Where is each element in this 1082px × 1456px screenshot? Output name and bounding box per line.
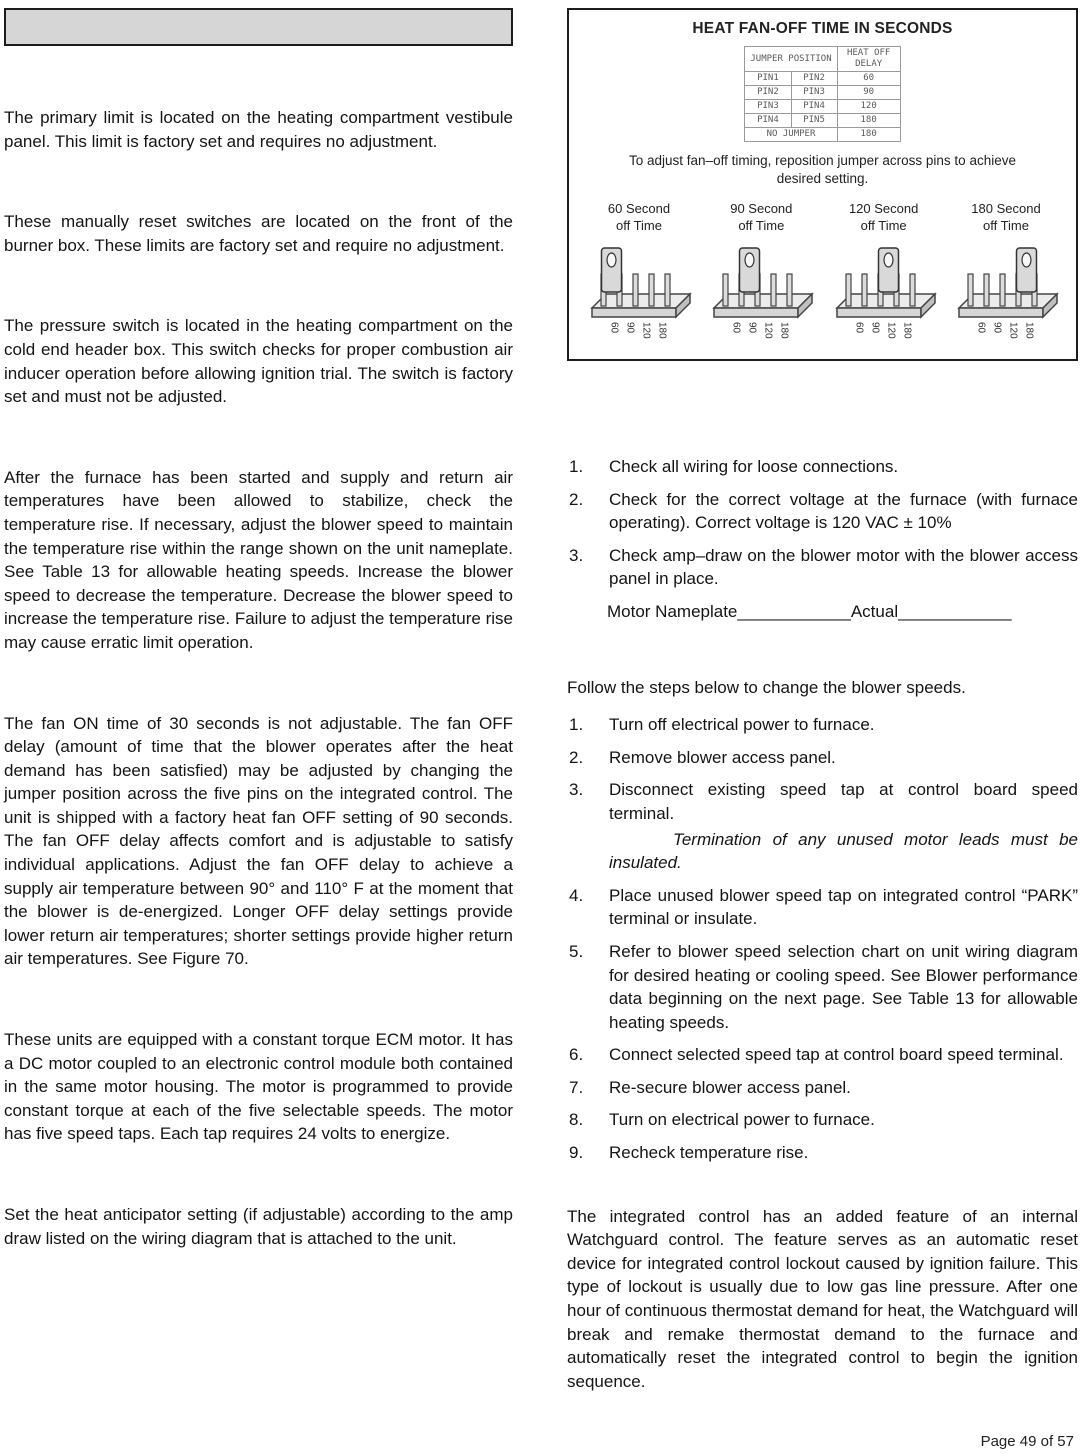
table-cell: PIN3 (745, 100, 791, 114)
table-cell: PIN1 (745, 72, 791, 86)
item-text: Check for the correct voltage at the furnace (with furnace operating). Correct voltage is 120 VAC ± 10% (609, 489, 1078, 533)
svg-text:180: 180 (1023, 322, 1035, 339)
item-number: 6. (569, 1045, 584, 1065)
paragraph-reset-switches: These manually reset switches are located on the front of the burner box. These limits are factory set and require no adjustment. (4, 212, 513, 255)
svg-text:180: 180 (778, 322, 790, 339)
jumper-diagrams (575, 200, 1070, 347)
jumper-label-line1: 120 Second (848, 201, 919, 216)
jumper-cap (878, 248, 898, 292)
list-item (567, 1043, 1078, 1067)
list-item (567, 884, 1078, 931)
item-number: 2. (569, 747, 584, 767)
table-cell: 60 (837, 72, 900, 86)
motor-nameplate-line: Motor Nameplate____________Actual____________ (607, 601, 1012, 621)
jumper-label-line2: off Time (615, 218, 662, 233)
jumper-illustration-180 (947, 236, 1065, 342)
heat-fan-off-figure (567, 8, 1078, 361)
jumper-180s (946, 200, 1066, 347)
svg-text:180: 180 (656, 322, 668, 339)
table-row (745, 72, 900, 86)
paragraph-heat-anticipator: Set the heat anticipator setting (if adjustable) according to the amp draw listed on the wiring diagram that is attached to the unit. (4, 1205, 513, 1248)
item-text: Check all wiring for loose connections. (609, 457, 899, 476)
list-item (567, 778, 1078, 874)
item-number: 9. (569, 1143, 584, 1163)
svg-text:180: 180 (901, 322, 913, 339)
item-text: Turn off electrical power to furnace. (609, 715, 875, 735)
insulation-note: Termination of any unused motor leads must be insulated. (609, 829, 1078, 873)
jumper-cap (1016, 248, 1036, 292)
item-number: 2. (569, 489, 584, 509)
figure-title: HEAT FAN-OFF TIME IN SECONDS (692, 20, 953, 37)
list-item (567, 1076, 1078, 1100)
item-text: Check amp–draw on the blower motor with the blower access panel in place. (609, 545, 1078, 589)
jumper-90s (701, 200, 821, 347)
list-item (567, 488, 1078, 535)
left-column (4, 8, 513, 1410)
svg-text:90: 90 (869, 322, 881, 334)
jumper-label-line1: 180 Second (971, 201, 1041, 216)
page-number: Page 49 of 57 (980, 1433, 1074, 1450)
svg-text:120: 120 (1007, 322, 1019, 339)
jumper-label (824, 200, 944, 234)
jumper-60s (579, 200, 699, 347)
table-cell: 180 (837, 114, 900, 128)
jumper-label-line1: 90 Second (730, 201, 793, 216)
svg-text:60: 60 (730, 322, 742, 334)
item-number: 3. (569, 780, 584, 800)
paragraph-ecm-motor: These units are equipped with a constant torque ECM motor. It has a DC motor coupled to an electronic control module both contained in the same motor housing. The motor is programmed to provide constant torque at each of the five selectable speeds. The motor has five speed taps. Each tap requires 24 volts to energize. (4, 1030, 513, 1144)
step-text: Disconnect existing speed tap at control board speed terminal. (609, 780, 1078, 823)
table-cell: PIN2 (745, 86, 791, 100)
svg-text:90: 90 (991, 322, 1003, 334)
blower-speed-intro: Follow the steps below to change the blower speeds. (567, 677, 966, 697)
paragraph-watchguard: The integrated control has an added feature of an internal Watchguard control. The feature serves as an automatic reset device for integrated control lockout caused by ignition failure. This type of lockout is usually due to low gas line pressure. After one hour of continuous thermostat demand for heat, the Watchguard will break and remake thermostat demand to the furnace and automatically reset the integrated control to begin the ignition sequence. (567, 1206, 1078, 1391)
item-number: 7. (569, 1077, 584, 1097)
svg-text:90: 90 (624, 322, 636, 334)
table-row (745, 86, 900, 100)
table-cell: PIN4 (791, 100, 837, 114)
item-text: Re-secure blower access panel. (609, 1077, 851, 1097)
table-header-jumper-position: JUMPER POSITION (745, 47, 837, 72)
table-cell: PIN5 (791, 114, 837, 128)
item-text: Place unused blower speed tap on integrated control “PARK” terminal or insulate. (609, 885, 1078, 929)
svg-text:120: 120 (885, 322, 897, 339)
item-text: Connect selected speed tap at control board speed terminal. (609, 1045, 1064, 1065)
table-row (745, 100, 900, 114)
jumper-label-line1: 60 Second (607, 201, 671, 216)
svg-text:90: 90 (746, 322, 758, 334)
table-row (745, 128, 900, 142)
item-number: 1. (569, 715, 584, 735)
paragraph-primary-limit: The primary limit is located on the heating compartment vestibule panel. This limit is factory set and requires no adjustment. (4, 108, 513, 151)
item-number: 4. (569, 885, 584, 905)
list-item (567, 713, 1078, 737)
item-text: Turn on electrical power to furnace. (609, 1110, 875, 1130)
table-cell-no-jumper: NO JUMPER (745, 128, 837, 142)
jumper-cap (740, 248, 760, 292)
jumper-label (946, 200, 1066, 234)
table-cell: 120 (837, 100, 900, 114)
table-row (745, 114, 900, 128)
paragraph-fan-off-delay: The fan ON time of 30 seconds is not adjustable. The fan OFF delay (amount of time that the blower operates after the heat demand has been satisfied) may be adjusted by changing the jumper position across the five pins on the integrated control. The unit is shipped with a factory heat fan OFF setting of 90 seconds. The fan OFF delay affects comfort and is adjustable to satisfy individual applications. Adjust the fan OFF delay to achieve a supply air temperature between 90° and 110° F at the moment that the blower is de-energized. Longer OFF delay settings provide lower return air temperatures; shorter settings provide higher return air temperatures. See Figure 70. (4, 713, 513, 969)
jumper-120s (824, 200, 944, 347)
svg-text:120: 120 (640, 322, 652, 339)
svg-text:60: 60 (853, 322, 865, 334)
item-number: 5. (569, 941, 584, 961)
table-cell: PIN4 (745, 114, 791, 128)
check-list (567, 455, 1078, 591)
jumper-label (579, 200, 699, 234)
jumper-label-line2: off Time (738, 218, 785, 233)
item-text: Refer to blower speed selection chart on unit wiring diagram for desired heating or cooling speed. See Blower performance data beginning on the next page. See Table 13 for allowable heating speeds. (609, 941, 1078, 1032)
item-number: 3. (569, 545, 584, 565)
table-cell: 180 (837, 128, 900, 142)
table-cell: PIN3 (791, 86, 837, 100)
jumper-label-line2: off Time (982, 218, 1029, 233)
item-text (609, 778, 1078, 874)
list-item (567, 746, 1078, 770)
jumper-illustration-120 (825, 236, 943, 342)
jumper-label (701, 200, 821, 234)
list-item (567, 1108, 1078, 1132)
item-text: Recheck temperature rise. (609, 1143, 809, 1163)
right-column (567, 8, 1078, 1410)
fan-off-delay-table (744, 46, 900, 142)
jumper-illustration-60 (580, 236, 698, 342)
paragraph-pressure-switch: The pressure switch is located in the heating compartment on the cold end header box. This switch checks for proper combustion air inducer operation before allowing ignition trial. The switch is factory set and must not be adjusted. (4, 316, 513, 407)
list-item (567, 1141, 1078, 1165)
table-cell: PIN2 (791, 72, 837, 86)
list-item (567, 455, 1078, 479)
item-number: 1. (569, 457, 584, 476)
svg-text:60: 60 (608, 322, 620, 334)
item-text: Remove blower access panel. (609, 747, 836, 767)
jumper-illustration-90 (702, 236, 820, 342)
paragraph-temperature-rise: After the furnace has been started and supply and return air temperatures have been allowed to stabilize, check the temperature rise. If necessary, adjust the blower speed to maintain the temperature rise within the range shown on the unit nameplate. See Table 13 for allowable heating speeds. Increase the blower speed to decrease the temperature. Decrease the blower speed to increase the temperature rise. Failure to adjust the temperature rise may cause erratic limit operation. (4, 467, 513, 652)
jumper-label-line2: off Time (860, 218, 907, 233)
table-cell: 90 (837, 86, 900, 100)
redacted-header-box (4, 8, 513, 46)
table-header-heat-off-delay: HEAT OFF DELAY (837, 47, 900, 72)
list-item (567, 544, 1078, 591)
item-number: 8. (569, 1110, 584, 1130)
svg-text:120: 120 (762, 322, 774, 339)
figure-caption: To adjust fan–off timing, reposition jumper across pins to achieve desired setting. (629, 153, 1016, 186)
blower-steps-list (567, 713, 1078, 1165)
list-item (567, 940, 1078, 1034)
jumper-cap (602, 248, 622, 292)
svg-text:60: 60 (975, 322, 987, 334)
